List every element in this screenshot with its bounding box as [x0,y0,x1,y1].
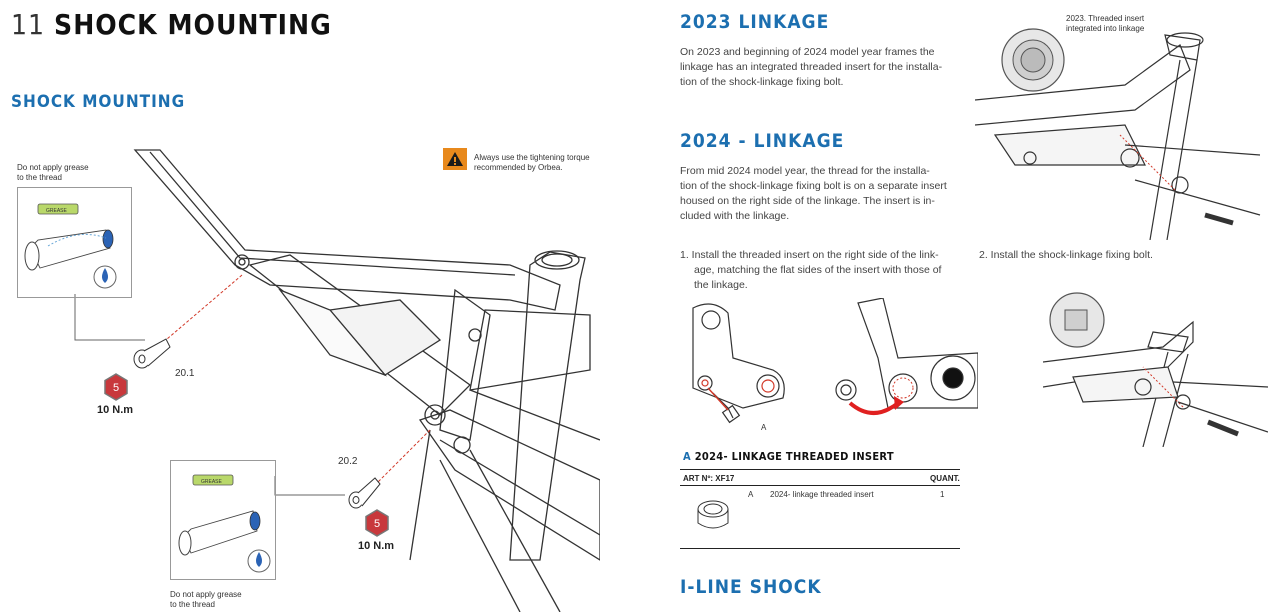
step-2: 2. Install the shock-linkage fixing bolt. [979,249,1153,261]
chapter-number: 11 [11,8,46,41]
warning-line-2: recommended by Orbea. [474,163,563,172]
threaded-insert-icon [694,497,732,537]
hex-size-2: 5 [373,518,381,530]
paragraph-2023-line-3: tion of the shock-linkage fixing bolt. [680,76,844,88]
table-top-rule [680,469,960,470]
linkage-insert-drawing [683,298,793,433]
paragraph-2023 [680,45,962,90]
paragraph-2024-line-3: housed on the right side of the linkage. The insert is in- [680,195,935,207]
chapter-title: SHOCK MOUNTING [54,8,332,41]
paragraph-2023-line-2: linkage has an integrated threaded insert for the installa- [680,61,943,73]
torque-1: 10 N.m [97,404,134,416]
paragraph-2024-line-4: cluded with the linkage. [680,210,790,222]
table-row-desc: 2024- linkage threaded insert [770,490,874,499]
table-title-prefix: A [683,450,691,463]
table-header-quant: QUANT. [930,474,960,483]
heading-iline-shock: I-LINE SHOCK [680,576,822,598]
linkage-side-drawing [828,298,978,423]
warning-line-1: Always use the tightening torque [474,153,590,162]
paragraph-2024-line-1: From mid 2024 model year, the thread for the installa- [680,165,930,177]
bolt-20-2-icon [345,470,385,510]
linkage-2023-drawing [975,15,1265,240]
table-bottom-rule [680,548,960,549]
grease-detail-bottom [170,460,276,580]
table-title [683,450,894,463]
hex-key-icon-1 [102,373,130,401]
grease-note-bottom-line-1: Do not apply grease [170,590,242,599]
chapter-heading [11,8,332,42]
table-row-ref: A [748,490,754,499]
section-title: SHOCK MOUNTING [11,92,186,112]
step-1-line-2: age, matching the flat sides of the insert with those of [694,264,942,276]
table-header-art: ART Nº: XF17 [683,474,735,483]
hex-key-icon-2 [363,509,391,537]
step-1-line-1: 1. Install the threaded insert on the right side of the link- [680,249,939,261]
callout-a: A [761,423,767,432]
paragraph-2024-line-2: tion of the shock-linkage fixing bolt is on a separate insert [680,180,947,192]
grease-note-bottom-line-2: to the thread [170,600,215,609]
part-label-20-2: 20.2 [338,456,358,467]
torque-2: 10 N.m [358,540,395,552]
grease-note-top-line-1: Do not apply grease [17,163,89,172]
part-label-20-1: 20.1 [175,368,195,379]
table-row-qty: 1 [940,490,945,499]
grease-tube-label-bottom: GREASE [201,479,222,485]
bolt-install-drawing [1043,292,1268,447]
grease-tube-label-top: GREASE [46,208,67,214]
paragraph-2023-line-1: On 2023 and beginning of 2024 model year frames the [680,46,935,58]
caption-2023-line-1: 2023. Threaded insert [1066,14,1145,23]
grease-note-top-line-2: to the thread [17,173,62,182]
grease-detail-top [17,187,132,298]
caption-2023-line-2: integrated into linkage [1066,24,1145,33]
table-header-rule [680,485,960,486]
table-title-text: 2024- LINKAGE THREADED INSERT [694,450,894,463]
step-1-line-3: the linkage. [694,279,748,291]
grease-note-bottom [170,590,242,610]
hex-size-1: 5 [112,382,120,394]
paragraph-2024 [680,164,962,224]
heading-2024-linkage: 2024 - LINKAGE [680,130,845,152]
step-1 [680,248,965,293]
heading-2023-linkage: 2023 LINKAGE [680,11,830,33]
bolt-20-1-icon [130,335,180,370]
